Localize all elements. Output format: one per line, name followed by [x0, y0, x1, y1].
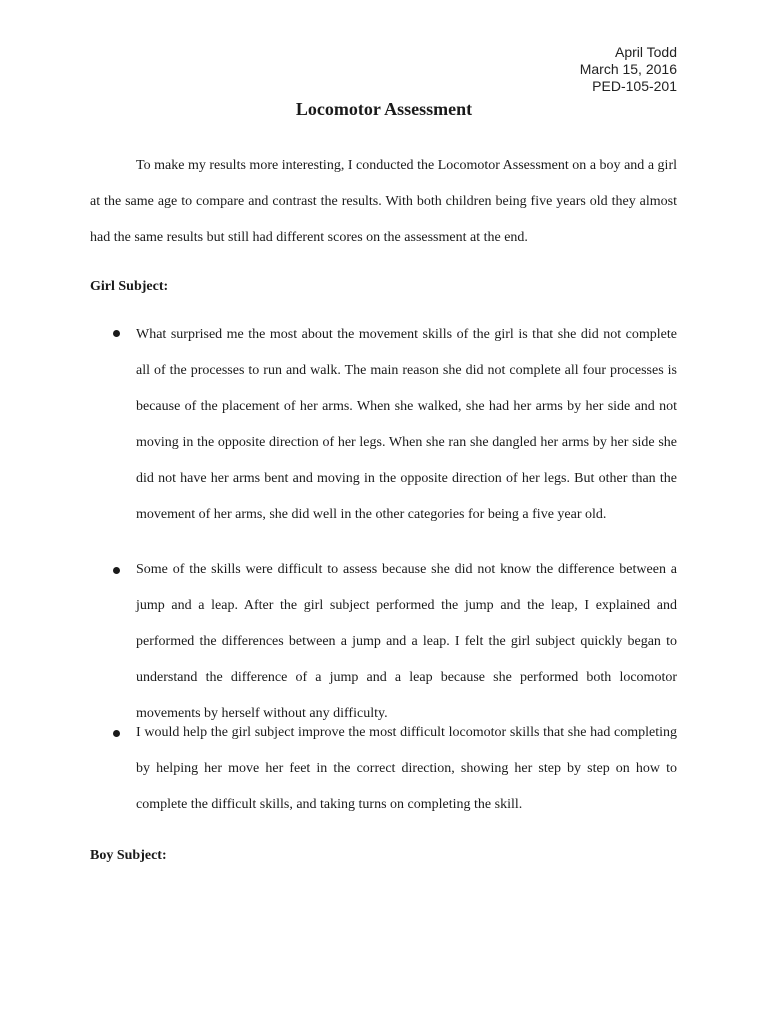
girl-bullet-3: I would help the girl subject improve the most difficult locomotor skills that she had completing by helping her move her feet in the correct direction, showing her step by step on how to complete the difficult skills, and taking turns on completing the skill. — [136, 725, 677, 812]
course-code: PED-105-201 — [592, 78, 677, 94]
document-title: Locomotor Assessment — [295, 99, 473, 119]
bullet-marker — [113, 730, 120, 737]
author-name: April Todd — [614, 44, 677, 60]
document-header — [580, 44, 677, 95]
girl-bullet-2: Some of the skills were difficult to assess because she did not know the difference between a jump and a leap. After the girl subject performed the jump and the leap, I explained and performed the differences between a jump and a leap. I felt the girl subject quickly began to understand the difference of a jump and a leap because she performed both locomotor movements by herself without any difficulty. — [136, 562, 677, 721]
boy-subject-heading: Boy Subject: — [90, 848, 167, 863]
girl-subject-heading: Girl Subject: — [90, 279, 169, 294]
girl-bullet-1: What surprised me the most about the movement skills of the girl is that she did not complete all of the processes to run and walk. The main reason she did not complete all four processes is because of the placement of her arms. When she walked, she had her arms by her side and not moving in the opposite direction of her legs. When she ran she dangled her arms by her side she did not have her arms bent and moving in the opposite direction of her legs. But other than the movement of her arms, she did well in the other categories for being a five year old. — [136, 327, 677, 522]
document-date: March 15, 2016 — [579, 61, 677, 77]
bullet-marker — [113, 567, 120, 574]
bullet-marker — [113, 330, 120, 337]
intro-paragraph: To make my results more interesting, I conducted the Locomotor Assessment on a boy and a girl at the same age to compare and contrast the results. With both children being five years old they almost had the same results but still had different scores on the assessment at the end. — [90, 158, 677, 245]
